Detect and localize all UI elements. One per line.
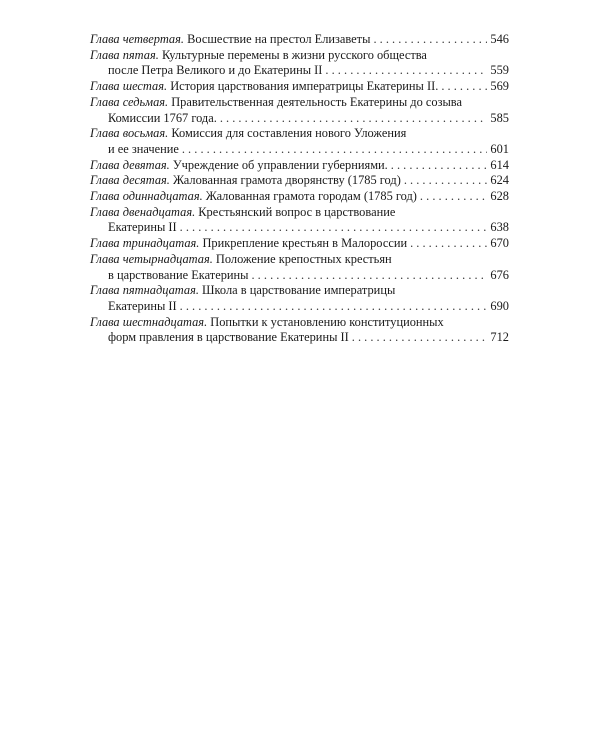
- toc-entry-line: [90, 330, 509, 346]
- toc-entry-text: [90, 189, 417, 205]
- toc-entry: [90, 283, 509, 314]
- toc-entry-line: [90, 205, 509, 221]
- toc-entry-text: [90, 315, 444, 331]
- toc-entry: [90, 158, 509, 174]
- toc-entry-text: [108, 268, 248, 284]
- chapter-title: Комиссии 1767 года.: [108, 110, 217, 125]
- page-number: 676: [490, 267, 509, 282]
- leader-dots: [180, 220, 488, 236]
- chapter-title: Школа в царствование императрицы: [202, 283, 396, 298]
- page-number: 546: [490, 32, 509, 46]
- toc-entry: [90, 126, 509, 157]
- chapter-label: Глава пятая.: [90, 47, 159, 62]
- toc-entry-line: [90, 79, 509, 95]
- page-number: 614: [490, 157, 509, 172]
- page-number: 690: [490, 298, 509, 313]
- toc-entry-text: [90, 32, 370, 48]
- toc-entry: [90, 236, 509, 252]
- toc-entry-text: [90, 173, 401, 189]
- chapter-title: Попытки к установлению конституционных: [210, 314, 444, 329]
- toc-entry-text: [108, 330, 349, 346]
- toc-entry-line: [90, 283, 509, 299]
- toc-entry-text: [90, 252, 392, 268]
- toc-entry-line: [90, 299, 509, 315]
- toc-entry-line: [90, 126, 509, 142]
- chapter-title: Положение крепостных крестьян: [215, 251, 392, 266]
- toc-entry-text: [90, 158, 388, 174]
- toc-entry-line: [90, 32, 509, 48]
- chapter-label: Глава одиннадцатая.: [90, 189, 203, 204]
- page-number: 569: [490, 79, 509, 94]
- chapter-label: Глава восьмая.: [90, 126, 169, 141]
- toc-entry-line: [90, 142, 509, 158]
- chapter-title: и ее значение: [108, 141, 179, 156]
- chapter-label: Глава девятая.: [90, 157, 170, 172]
- chapter-title: Жалованная грамота дворянству (1785 год): [173, 173, 401, 188]
- leader-dots: [220, 111, 488, 127]
- toc-entry-line: [90, 111, 509, 127]
- page-number: 670: [490, 236, 509, 251]
- toc-entry: [90, 189, 509, 205]
- toc-entry-text: [108, 142, 179, 158]
- toc-entry: [90, 173, 509, 189]
- leader-dots: [325, 63, 487, 79]
- leader-dots: [180, 299, 488, 315]
- chapter-title: Восшествие на престол Елизаветы: [187, 32, 371, 46]
- leader-dots: [404, 173, 488, 189]
- toc-entry-line: [90, 95, 509, 111]
- toc-entry-line: [90, 252, 509, 268]
- toc-entry-line: [90, 236, 509, 252]
- chapter-title: Екатерины II: [108, 298, 177, 313]
- leader-dots: [391, 158, 488, 174]
- chapter-title: Екатерины II: [108, 220, 177, 235]
- chapter-label: Глава шестнадцатая.: [90, 314, 208, 329]
- chapter-label: Глава двенадцатая.: [90, 204, 196, 219]
- toc-entry-line: [90, 315, 509, 331]
- chapter-label: Глава тринадцатая.: [90, 236, 200, 251]
- chapter-label: Глава шестая.: [90, 79, 168, 94]
- toc-entry-text: [90, 126, 406, 142]
- toc-entry: [90, 48, 509, 79]
- leader-dots: [373, 32, 487, 48]
- toc-entry-text: [90, 236, 407, 252]
- chapter-title: Комиссия для составления нового Уложения: [171, 126, 407, 141]
- toc-entry-text: [108, 63, 322, 79]
- table-of-contents: [90, 32, 509, 346]
- chapter-label: Глава седьмая.: [90, 94, 169, 109]
- page-number: 585: [490, 110, 509, 125]
- toc-entry-line: [90, 268, 509, 284]
- chapter-label: Глава пятнадцатая.: [90, 283, 199, 298]
- chapter-title: Прикрепление крестьян в Малороссии: [202, 236, 408, 251]
- chapter-label: Глава десятая.: [90, 173, 170, 188]
- toc-entry: [90, 315, 509, 346]
- toc-entry-text: [108, 220, 177, 236]
- chapter-title: Правительственная деятельность Екатерины до созыва: [171, 94, 462, 109]
- toc-entry: [90, 205, 509, 236]
- chapter-title: Культурные перемены в жизни русского общества: [161, 47, 427, 62]
- leader-dots: [420, 189, 487, 205]
- leader-dots: [182, 142, 488, 158]
- page-number: 638: [490, 220, 509, 235]
- leader-dots: [441, 79, 487, 95]
- page-number: 712: [490, 330, 509, 345]
- toc-entry-text: [108, 111, 217, 127]
- leader-dots: [251, 268, 487, 284]
- toc-entry-line: [90, 158, 509, 174]
- leader-dots: [410, 236, 487, 252]
- chapter-label: Глава четырнадцатая.: [90, 251, 213, 266]
- chapter-title: в царствование Екатерины: [108, 267, 249, 282]
- toc-entry-text: [90, 95, 462, 111]
- leader-dots: [352, 330, 488, 346]
- chapter-title: Учреждение об управлении губерниями.: [172, 157, 388, 172]
- page-number: 559: [490, 63, 509, 78]
- chapter-title: форм правления в царствование Екатерины II: [108, 330, 349, 345]
- toc-entry-line: [90, 63, 509, 79]
- toc-entry-text: [90, 205, 395, 221]
- toc-entry-text: [90, 79, 438, 95]
- chapter-title: после Петра Великого и до Екатерины II: [108, 63, 323, 78]
- toc-entry-line: [90, 189, 509, 205]
- toc-entry: [90, 79, 509, 95]
- toc-entry: [90, 32, 509, 48]
- toc-entry-text: [90, 48, 427, 64]
- chapter-title: Крестьянский вопрос в царствование: [198, 204, 396, 219]
- chapter-title: История царствования императрицы Екатерины II.: [170, 79, 439, 94]
- toc-entry-line: [90, 173, 509, 189]
- toc-entry: [90, 95, 509, 126]
- toc-entry-text: [90, 283, 395, 299]
- page-number: 601: [490, 141, 509, 156]
- toc-entry-text: [108, 299, 177, 315]
- chapter-title: Жалованная грамота городам (1785 год): [205, 189, 417, 204]
- toc-entry-line: [90, 48, 509, 64]
- chapter-label: Глава четвертая.: [90, 32, 184, 46]
- page-number: 624: [490, 173, 509, 188]
- toc-entry: [90, 252, 509, 283]
- toc-entry-line: [90, 220, 509, 236]
- page-number: 628: [490, 189, 509, 204]
